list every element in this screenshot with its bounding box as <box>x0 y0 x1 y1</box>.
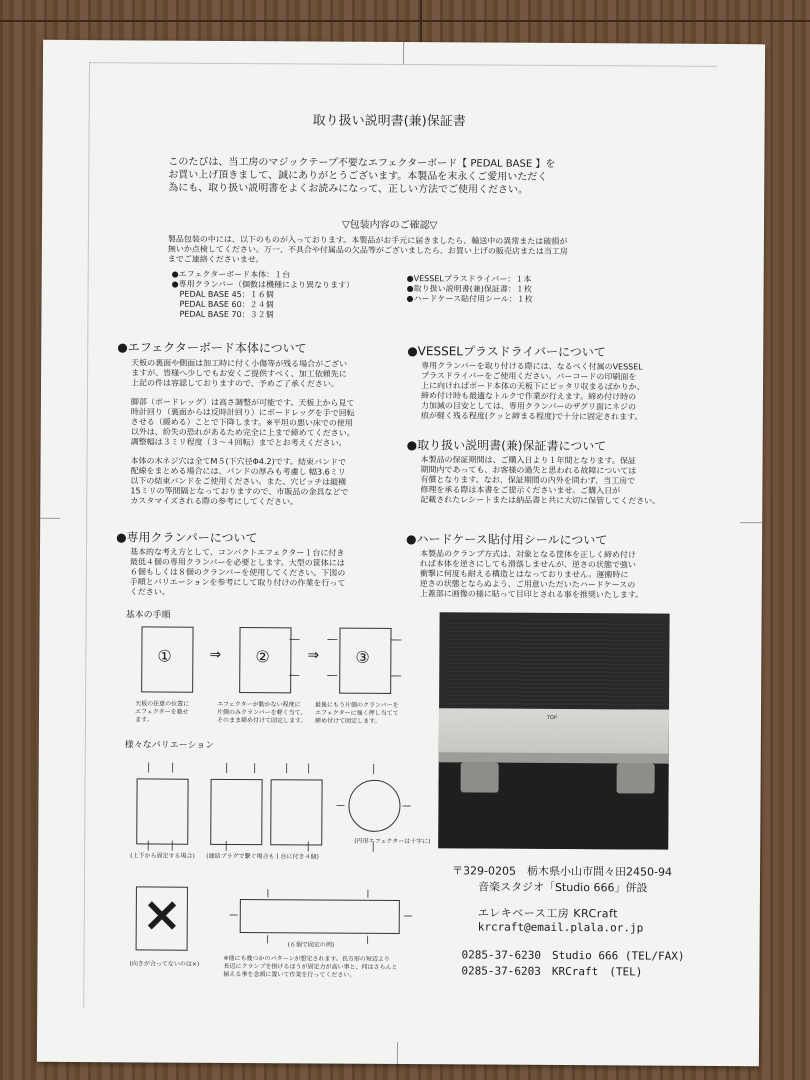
package-item: ●取り扱い説明書(兼)保証書：１枚 <box>406 284 532 294</box>
warranty-text: 記載されたレシートまたは納品書と共に大切に保管してください。 <box>420 495 661 506</box>
clamper-text: 最低４個の専用クランパーを必要とします。大型の筐体には <box>129 557 345 568</box>
step-caption: 天板の任意の位置に <box>135 700 190 708</box>
step-arrow-icon: ⇒ <box>307 647 320 664</box>
diagram-note: ※他にも幾つかのパターンが想定されます。長方形の短辺より <box>223 954 390 963</box>
section-heading-sticker: ●ハードケース貼付用シールについて <box>406 532 608 548</box>
package-item: PEDAL BASE 70：３２個 <box>171 309 274 320</box>
warranty-text: 期間内であっても、お客様の過失と思われる故障については <box>420 465 637 476</box>
instruction-sheet <box>37 40 765 1066</box>
step-caption: ます。 <box>134 716 153 724</box>
intro-line: 為にも、取り扱い説明書をよくお読みになって、正しい方法でご使用ください。 <box>168 182 529 196</box>
board-text: 天板の裏面や側面は加工時に付く小傷等が残る場合がござい <box>131 358 348 369</box>
sticker-text: 上蓋部に画像の様に貼って目印とされる事を推奨いたします。 <box>419 589 644 600</box>
step-caption: 片側のみクランパーを軽く当て、 <box>217 708 307 717</box>
step-caption: エフェクターに強く押し当てて <box>314 709 399 717</box>
diagram-note: 長辺にクランプを掛けるほうが固定力が高い事と、何はさらんと <box>223 962 398 971</box>
intro-line: このたびは、当工房のマジックテープ不要なエフェクターボード【 PEDAL BASE 】を <box>168 156 556 170</box>
case-latch-right <box>617 763 655 793</box>
hard-case-photo <box>438 612 669 849</box>
step-number: ③ <box>355 647 370 667</box>
clamp-arrows-icon <box>129 620 409 702</box>
board-text: 本体の木ネジ穴は全てM５(下穴径Φ4.2)です。結束バンドで <box>130 456 347 467</box>
warranty-text: 本製品の保証期間は、ご購入日より１年間となります。保証 <box>420 455 636 466</box>
page-border-left <box>83 62 90 1008</box>
step-caption: エフェクターが動かない程度に <box>217 700 301 709</box>
warranty-text: 修理を承る際は本書をご提示くださいませ。ご購入日が <box>420 485 621 496</box>
package-heading: ▽包装内容のご確認▽ <box>341 219 438 232</box>
step-arrow-icon: ⇒ <box>209 646 222 663</box>
sticker-text: 衝撃に何度も耐える構造とはなっておりません。運搬時に <box>419 569 629 580</box>
board-text: 配線をまとめる場合には、バンドの厚みも考慮し 幅3.6ミリ <box>130 466 346 477</box>
wrong-mark-icon: × <box>141 886 183 943</box>
step-caption: 最後にもう片側のクランパーを <box>315 701 399 709</box>
sticker-text: 逆さの状態とならぬよう、ご用意いただいたハードケースの <box>419 579 636 590</box>
step-number: ① <box>157 646 172 666</box>
package-item: ●エフェクターボード本体：１台 <box>171 269 291 280</box>
variation-caption: (円形エフェクターは十字に) <box>354 837 431 846</box>
variations-label: 様々なバリエーション <box>124 740 215 751</box>
package-item: PEDAL BASE 60：２４個 <box>171 299 274 310</box>
document-title: 取り扱い説明書(兼)保証書 <box>312 113 466 130</box>
footer-tel-krcraft: 0285-37-6203 KRCraft (TEL) <box>461 964 643 979</box>
board-text: させる（緩める）ことで下降します。※平坦の悪い床での使用 <box>130 417 353 428</box>
driver-text: 力加減の目安としては、専用クランパーのザグリ面にネジの <box>420 401 637 412</box>
crop-mark <box>397 1042 398 1064</box>
step-caption: 締め付けて固定します。 <box>314 717 381 725</box>
section-heading-warranty: ●取り扱い説明書(兼)保証書について <box>406 438 607 454</box>
warranty-text: 有償となります。なお、保証期間の内外を問わず、当工房で <box>420 475 636 486</box>
steps-label: 基本の手順 <box>125 610 171 621</box>
clamper-text: ６個もしくは８個のクランパーを使用してください。下図の <box>129 567 346 578</box>
driver-text: 締め付け時も最適なトルクで作業が行えます。締め付け時の <box>420 391 637 402</box>
driver-text: 上に向ければボード本体の天板下にピッタリ収まるばかりか、 <box>420 381 645 392</box>
package-item: ●専用クランパー（個数は機種により異なります） <box>171 279 355 290</box>
bad-caption: (向きが合ってないのは×) <box>129 960 200 968</box>
footer-tel-studio: 0285-37-6230 Studio 666 (TEL/FAX) <box>461 948 685 963</box>
driver-text: プラスドライバーをご使用ください。バーコードの印刷面を <box>421 371 637 382</box>
board-text: ますが、皆様へ少しでもお安くご提供すべく、加工依頼先に <box>131 368 347 379</box>
board-text: 15ミリの等間隔となっておりますので、市販品の金具などで <box>130 486 349 497</box>
board-text: 上記の件は容認しておりますので、予めご了承ください。 <box>131 378 339 389</box>
driver-text: 専用クランパーを取り付ける際には、なるべく付属のVESSEL <box>421 361 643 372</box>
board-text: 脚部（ボードレッグ）は高さ調整が可能です。天板上から見て <box>130 397 355 408</box>
diagram-note: 揃える事を念頭に置いて作業を行ってください。 <box>223 970 356 979</box>
section-heading-driver: ●VESSELプラスドライバーについて <box>407 344 606 360</box>
section-heading-board: ●エフェクターボード本体について <box>117 340 307 356</box>
package-item: ●VESSELプラスドライバー：１本 <box>406 274 532 284</box>
clamper-text: ください。 <box>129 587 170 597</box>
package-text: 製品包装の中には、以下のものが入っております。本製品がお手元に届きましたら、輸送中の異常または破損が <box>167 234 568 247</box>
sticker-text: 本製品のクランプ方式は、対象となる筐体を正しく締め付け <box>419 549 637 560</box>
package-item: PEDAL BASE 45：１６個 <box>171 289 274 300</box>
crop-mark <box>40 518 60 519</box>
case-latch-left <box>461 762 499 792</box>
variation-caption: (上下から固定する場合) <box>130 852 195 860</box>
case-lid <box>445 620 664 707</box>
crop-mark <box>403 42 404 64</box>
step-caption: そのまま締め付けて固定します。 <box>216 716 307 725</box>
intro-line: お買い上げ頂きまして、誠にありがとうございます。本製品を末永くご愛用いただく <box>168 169 548 183</box>
package-item: ●ハードケース貼付用シール：１枚 <box>406 294 533 304</box>
footer-address: 〒329-0205 栃木県小山市間々田2450-94 <box>452 864 673 879</box>
footer-studio: 音楽スタジオ「Studio 666」併設 <box>477 880 648 895</box>
package-text: 無いか点検してください。万一、不具合や付属品の欠品等がございましたら、お買い上げの販売店または当工房 <box>167 244 568 257</box>
variation-caption: (連結プラグで繋ぐ場合も１台に付き４個) <box>206 852 319 861</box>
clamper-text: 基本的な考え方として、コンパクトエフェクター１台に付き <box>129 547 345 558</box>
step-caption: エフェクターを載せ <box>135 708 189 716</box>
driver-text: 痕が軽く残る程度(クッと締まる程度)で十分に固定されます。 <box>420 411 643 422</box>
board-text: 以外は、紛失の恐れがあるため完全に上まで締めてください。 <box>130 427 355 438</box>
board-text: 調整幅は３ミリ程度（３～４回転）までとお考えください。 <box>130 437 347 448</box>
section-heading-clamper: ●専用クランパーについて <box>116 530 258 546</box>
footer-email[interactable]: krcraft@email.plala.or.jp <box>477 920 644 935</box>
board-text: 時計回り（裏面からは反時計回り）にボードレッグを手で回転 <box>130 407 355 418</box>
sticker-text: れば本体を逆さにしても滑落しませんが、逆さの状態で強い <box>419 559 636 570</box>
clamper-text: 手順とバリエーションを参考にして取り付けの作業を行って <box>129 577 346 588</box>
clamp-arrows-icon <box>228 887 414 946</box>
board-text: カスタマイズされる際の参考にしてください。 <box>130 496 299 507</box>
crop-mark <box>740 522 762 523</box>
step-number: ② <box>255 647 270 667</box>
footer-maker: エレキベース工房 KRCraft <box>477 906 619 921</box>
wood-plank-seam <box>420 0 422 45</box>
case-sticker-label: TOP <box>546 714 558 721</box>
board-text: 以下の結束バンドをご使用ください。また、穴ピッチは縦横 <box>130 476 347 487</box>
package-text: までご連絡くださいませ。 <box>167 254 264 265</box>
wood-plank-seam <box>0 20 810 22</box>
six-caption: (６個で固定の例) <box>287 941 335 949</box>
